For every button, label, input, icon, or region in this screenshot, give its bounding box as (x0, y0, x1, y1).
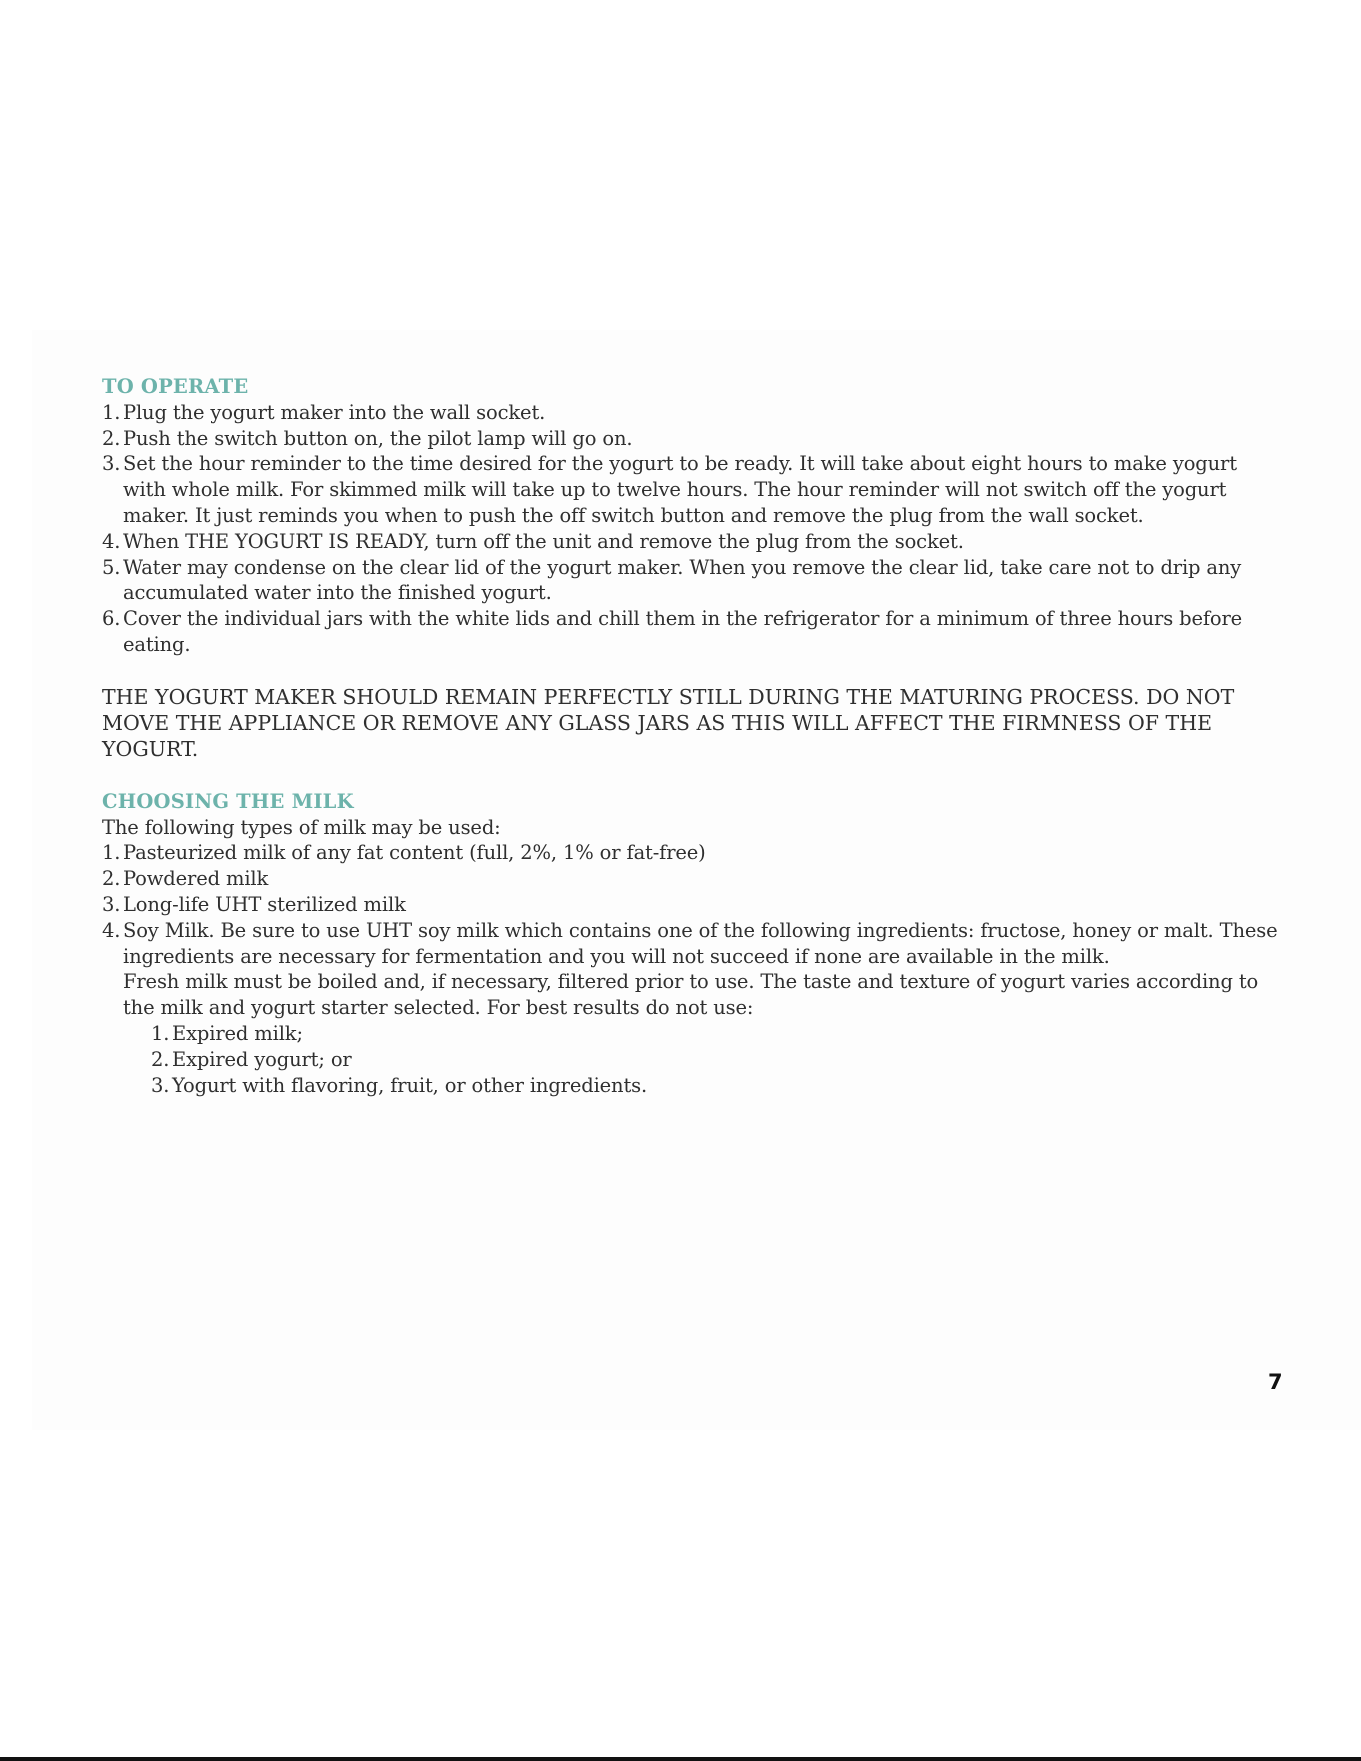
operate-step-2 (102, 426, 1282, 452)
stillness-notice: THE YOGURT MAKER SHOULD REMAIN PERFECTLY STILL DURING THE MATURING PROCESS. DO NOT MOVE THE APPLIANCE OR REMOVE ANY GLASS JARS AS THIS WILL AFFECT THE FIRMNESS OF THE YOGURT. (102, 684, 1235, 761)
item-number: 1. (151, 1021, 170, 1045)
fresh-milk-text: Fresh milk must be boiled and, if necessary, filtered prior to use. The taste and texture of yogurt varies according to the milk and yogurt starter selected. For best results do not use: (123, 970, 1259, 1020)
item-number: 4. (102, 918, 121, 942)
operate-step-4 (102, 529, 1282, 555)
item-text: Expired yogurt; or (172, 1047, 352, 1071)
operate-step-6 (102, 606, 1282, 658)
item-text: Yogurt with flavoring, fruit, or other ingredients. (172, 1073, 648, 1097)
step-text: Water may condense on the clear lid of the yogurt maker. When you remove the clear lid, take care not to drip any accumulated water into the finished yogurt. (123, 555, 1242, 605)
milk-type-3 (102, 892, 1282, 918)
fresh-milk-note (102, 969, 1282, 1021)
step-number: 6. (102, 607, 121, 631)
choosing-milk-section (102, 789, 1282, 1099)
page-number: 7 (1268, 1370, 1283, 1394)
choosing-milk-heading: CHOOSING THE MILK (102, 789, 354, 813)
milk-intro: The following types of milk may be used: (102, 815, 501, 839)
item-number: 1. (102, 841, 121, 865)
avoid-item-2 (151, 1047, 1282, 1073)
step-text: Plug the yogurt maker into the wall socket. (123, 400, 546, 424)
step-number: 3. (102, 452, 121, 476)
step-number: 2. (102, 426, 121, 450)
item-number: 3. (102, 892, 121, 916)
item-text: Expired milk; (172, 1021, 303, 1045)
bottom-rule (0, 1757, 1361, 1761)
step-number: 1. (102, 400, 121, 424)
avoid-list (102, 1021, 1282, 1098)
step-text: Push the switch button on, the pilot lamp will go on. (123, 426, 633, 450)
step-text: Cover the individual jars with the white lids and chill them in the refrigerator for a minimum of three hours before eating. (123, 607, 1243, 656)
item-number: 2. (151, 1047, 170, 1071)
item-text: Soy Milk. Be sure to use UHT soy milk which contains one of the following ingredients: fructose, honey or malt. These ingredients are necessary for fermentation and you will not succeed if none are available in the milk. (123, 918, 1278, 968)
milk-type-2 (102, 866, 1282, 892)
operate-steps (102, 400, 1282, 658)
item-text: Pasteurized milk of any fat content (full, 2%, 1% or fat-free) (123, 841, 706, 865)
avoid-item-1 (151, 1021, 1282, 1047)
avoid-item-3 (151, 1073, 1282, 1099)
item-number: 2. (102, 867, 121, 891)
step-number: 5. (102, 555, 121, 579)
operate-heading: TO OPERATE (102, 375, 249, 398)
item-text: Powdered milk (123, 867, 269, 891)
milk-types (102, 840, 1282, 969)
item-text: Long-life UHT sterilized milk (123, 892, 406, 916)
page-content (102, 374, 1282, 1098)
operate-step-3 (102, 451, 1282, 528)
operate-step-1 (102, 400, 1282, 426)
step-number: 4. (102, 529, 121, 553)
milk-type-4 (102, 918, 1282, 970)
operate-step-5 (102, 555, 1282, 607)
step-text: When THE YOGURT IS READY, turn off the unit and remove the plug from the socket. (123, 529, 964, 553)
item-number: 3. (151, 1073, 170, 1097)
step-text: Set the hour reminder to the time desired for the yogurt to be ready. It will take about eight hours to make yogurt with whole milk. For skimmed milk will take up to twelve hours. The hour reminder will not switch off the yogurt maker. It just reminds you when to push the off switch button and remove the plug from the wall socket. (123, 452, 1237, 527)
milk-type-1 (102, 840, 1282, 866)
